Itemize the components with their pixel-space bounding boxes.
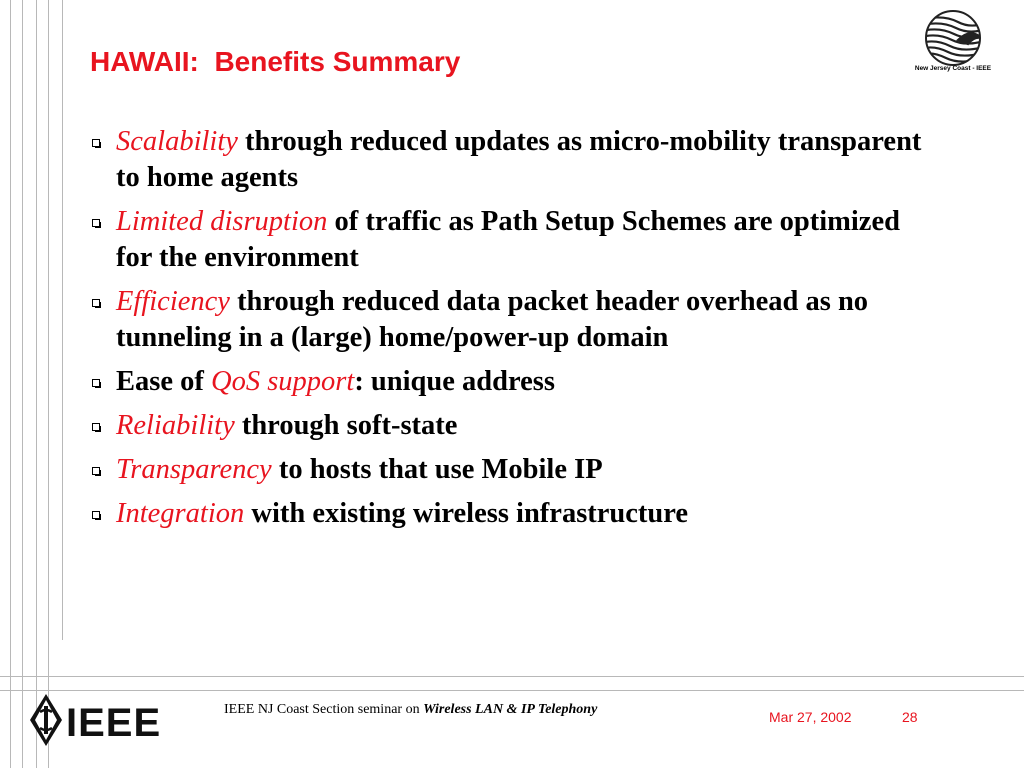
list-item	[92, 408, 922, 444]
checkbox-bullet-icon	[92, 139, 100, 147]
border-line	[0, 676, 1024, 677]
border-line	[36, 0, 37, 768]
bullet-highlight: QoS support	[211, 366, 355, 397]
border-line	[48, 0, 49, 768]
footer-date: Mar 27, 2002	[769, 709, 852, 725]
page-number: 28	[902, 709, 918, 725]
bullet-text: through soft-state	[234, 410, 458, 441]
benefits-list	[92, 124, 922, 540]
bullet-text: of traffic as Path Setup Schemes are optimized for the environment	[116, 206, 900, 273]
border-line	[22, 0, 23, 768]
checkbox-bullet-icon	[92, 379, 100, 387]
ieee-logo	[30, 690, 165, 752]
checkbox-bullet-icon	[92, 299, 100, 307]
bullet-highlight: Limited disruption	[116, 206, 328, 237]
list-item	[92, 284, 922, 356]
footer-seminar-prefix: IEEE NJ Coast Section seminar on	[224, 702, 424, 717]
bullet-text: to hosts that use Mobile IP	[271, 454, 603, 485]
bullet-text: through reduced data packet header overhead as no tunneling in a (large) home/power-up domain	[116, 286, 869, 353]
bullet-highlight: Integration	[116, 498, 245, 529]
bullet-highlight: Efficiency	[116, 286, 230, 317]
bullet-text: : unique address	[354, 366, 555, 397]
bullet-highlight: Transparency	[116, 454, 272, 485]
checkbox-bullet-icon	[92, 511, 100, 519]
border-line	[62, 0, 63, 640]
checkbox-bullet-icon	[92, 423, 100, 431]
list-item	[92, 496, 922, 532]
bullet-text: through reduced updates as micro-mobility transparent to home agents	[116, 126, 922, 193]
list-item	[92, 204, 922, 276]
border-line	[10, 0, 11, 768]
checkbox-bullet-icon	[92, 467, 100, 475]
slide-title: HAWAII: Benefits Summary	[90, 46, 461, 77]
bullet-prefix: Ease of	[116, 366, 211, 397]
wave-icon	[898, 10, 1008, 70]
bullet-highlight: Scalability	[116, 126, 238, 157]
checkbox-bullet-icon	[92, 219, 100, 227]
list-item	[92, 124, 922, 196]
ieee-diamond-icon	[30, 694, 62, 746]
footer-seminar-topic: Wireless LAN & IP Telephony	[423, 702, 598, 717]
nj-coast-logo	[898, 10, 1008, 80]
ieee-wordmark: IEEE	[66, 701, 162, 745]
list-item	[92, 452, 922, 488]
list-item	[92, 364, 922, 400]
bullet-text: with existing wireless infrastructure	[244, 498, 689, 529]
bullet-highlight: Reliability	[116, 410, 235, 441]
footer-seminar	[224, 702, 597, 718]
logo-caption: New Jersey Coast - IEEE	[914, 65, 992, 72]
